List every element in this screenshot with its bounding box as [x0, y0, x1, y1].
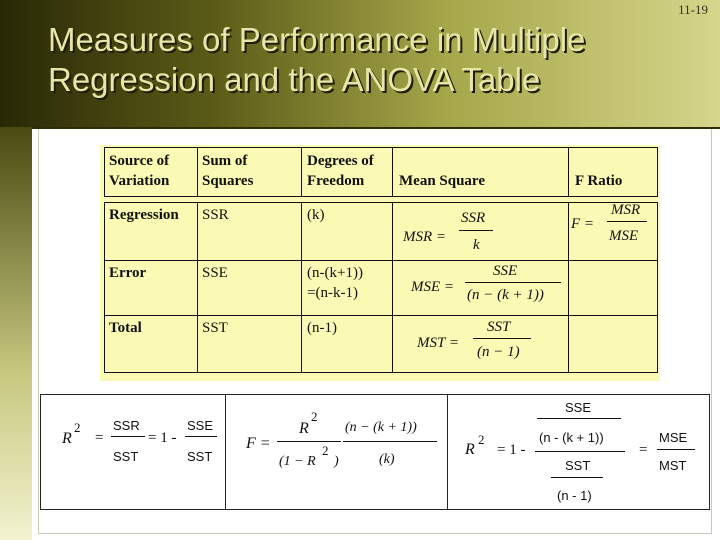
- row-regression-df: [301, 202, 393, 261]
- ar2-eq2: =: [639, 442, 648, 458]
- f-lhs: F =: [571, 216, 595, 232]
- mst-fraction-bar: [473, 338, 531, 339]
- slide-title-line1: Measures of Performance in Multiple: [48, 21, 586, 58]
- header-ms: Mean Square: [399, 173, 485, 189]
- mse-lhs: MSE =: [411, 279, 455, 295]
- f-den: MSE: [609, 228, 639, 244]
- row-error-ms: [392, 260, 569, 316]
- left-accent-bar: [0, 127, 32, 540]
- row-regression-source: [104, 202, 198, 261]
- row-total-ss: [197, 315, 302, 373]
- f2-bar1: [277, 441, 341, 442]
- f2-den1-pre: (1 − R: [279, 454, 316, 469]
- header-ss-line1: Sum of: [202, 153, 248, 169]
- ar2-mse: MSE: [659, 430, 688, 445]
- row-error-source: [104, 260, 198, 316]
- slide-title: [48, 20, 688, 100]
- r2-mid: = 1 -: [148, 430, 177, 446]
- row-regression-ms: [392, 202, 569, 261]
- ar2-inner-bar: [537, 418, 621, 419]
- error-df-line1: (n-(k+1)): [307, 265, 363, 281]
- ar2-sst: SST: [565, 458, 591, 473]
- ar2-main-bar: [535, 451, 625, 452]
- f2-num2: (n − (k + 1)): [345, 420, 417, 435]
- r2-num2: SSE: [187, 418, 214, 433]
- ar2-inner-den: (n - (k + 1)): [539, 430, 604, 445]
- header-df-line2: Freedom: [307, 173, 365, 189]
- f2-bar2: [343, 441, 437, 442]
- msr-num: SSR: [461, 210, 486, 226]
- mst-lhs: MST =: [417, 335, 459, 351]
- ar2-sse: SSE: [565, 400, 592, 415]
- f2-den2: (k): [379, 452, 395, 467]
- f2-den1-exp: 2: [322, 443, 329, 458]
- error-ss: SSE: [202, 265, 228, 281]
- header-df-line1: Degrees of: [307, 153, 374, 169]
- r2-r: R: [62, 430, 72, 447]
- ar2-mst: MST: [659, 458, 687, 473]
- total-label: Total: [109, 320, 142, 336]
- row-total-ms: [392, 315, 569, 373]
- header-cell-f: [568, 147, 658, 197]
- msr-lhs: MSR =: [403, 229, 447, 245]
- row-error-f: [568, 260, 658, 316]
- ar2-lower-bar: [551, 477, 603, 478]
- header-source-line1: Source of: [109, 153, 170, 169]
- formula-panel: [40, 394, 710, 510]
- header-f: F Ratio: [575, 173, 623, 189]
- regression-df: (k): [307, 207, 325, 223]
- ar2-r: R: [465, 441, 475, 458]
- header-ss-line2: Squares: [202, 173, 254, 189]
- anova-table: [100, 145, 660, 381]
- msr-den: k: [473, 237, 480, 253]
- row-total-df: [301, 315, 393, 373]
- row-error-ss: [197, 260, 302, 316]
- row-total-f: [568, 315, 658, 373]
- r2-den1: SST: [113, 449, 139, 464]
- slide-number: 11-19: [678, 2, 708, 17]
- mst-num: SST: [487, 319, 511, 335]
- panel-divider-2: [447, 395, 448, 509]
- row-error-df: [301, 260, 393, 316]
- ar2-n-minus-1: (n - 1): [557, 488, 592, 503]
- mse-num: SSE: [493, 263, 518, 279]
- r2-exponent: 2: [74, 420, 81, 435]
- total-ss: SST: [202, 320, 228, 336]
- slide-header: [0, 0, 720, 127]
- r2-den2: SST: [187, 449, 213, 464]
- header-cell-ms: [392, 147, 569, 197]
- panel-divider-1: [225, 395, 226, 509]
- r2-bar1: [111, 436, 145, 437]
- total-df: (n-1): [307, 320, 337, 336]
- row-regression-ss: [197, 202, 302, 261]
- header-cell-source: [104, 147, 198, 197]
- f2-den1-post: ): [334, 454, 339, 469]
- f2-lhs: F =: [246, 435, 271, 452]
- ar2-bar2: [657, 449, 695, 450]
- slide-title-line2: Regression and the ANOVA Table: [48, 61, 541, 98]
- error-df-line2: =(n-k-1): [307, 285, 358, 301]
- header-cell-ss: [197, 147, 302, 197]
- f2-num1-r: R: [299, 420, 309, 437]
- header-source-line2: Variation: [109, 173, 170, 189]
- r2-num1: SSR: [113, 418, 140, 433]
- mse-den: (n − (k + 1)): [467, 287, 544, 303]
- error-label: Error: [109, 265, 147, 281]
- f2-num1-exp: 2: [311, 409, 318, 424]
- row-total-source: [104, 315, 198, 373]
- f-fraction-bar: [607, 221, 647, 222]
- header-cell-df: [301, 147, 393, 197]
- ar2-eq: = 1 -: [497, 442, 526, 458]
- regression-ss: SSR: [202, 207, 229, 223]
- r2-bar2: [185, 436, 217, 437]
- row-regression-f: [568, 202, 658, 261]
- msr-fraction-bar: [459, 230, 493, 231]
- mse-fraction-bar: [465, 282, 561, 283]
- f-num: MSR: [611, 202, 641, 218]
- regression-label: Regression: [109, 207, 179, 223]
- ar2-exp: 2: [478, 432, 485, 447]
- r2-equals: =: [95, 430, 104, 446]
- mst-den: (n − 1): [477, 344, 520, 360]
